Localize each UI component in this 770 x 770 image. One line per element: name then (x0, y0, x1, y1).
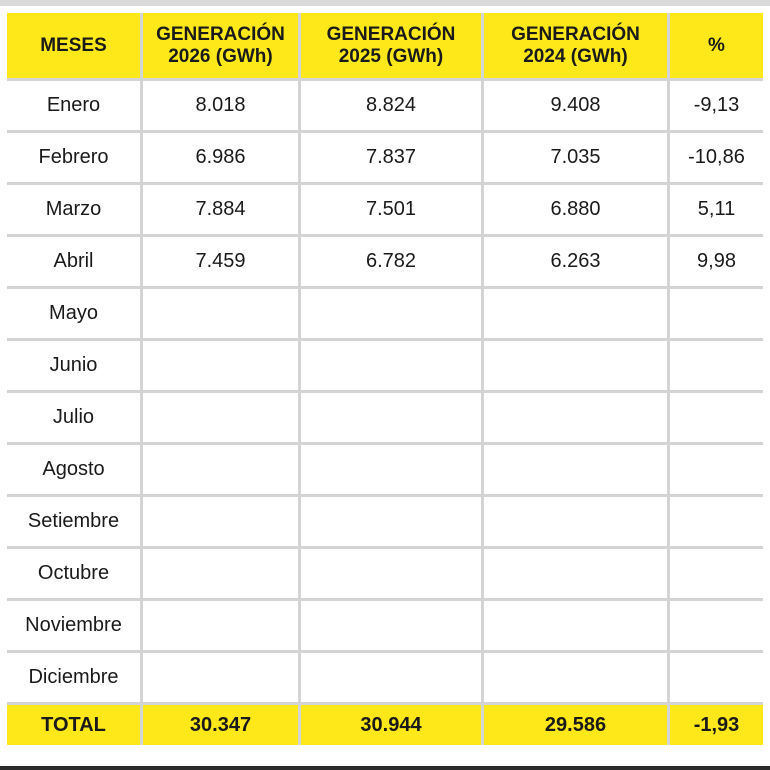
table-cell-gen-2026 (143, 341, 298, 390)
table-cell-gen-2026 (143, 549, 298, 598)
table-cell-gen-2025: 8.824 (301, 81, 481, 130)
table-cell-gen-2026: 7.884 (143, 185, 298, 234)
table-cell-gen-2024 (484, 445, 667, 494)
table-cell-gen-2026 (143, 289, 298, 338)
table-cell-gen-2024 (484, 653, 667, 702)
table-cell-gen-2025: 7.837 (301, 133, 481, 182)
table-cell-percent: -9,13 (670, 81, 763, 130)
table-cell-gen-2024 (484, 497, 667, 546)
header-generacion-2024: GENERACIÓN 2024 (GWh) (484, 13, 667, 78)
table-cell-month: Enero (7, 81, 140, 130)
bottom-rule (0, 766, 770, 770)
table-cell-percent (670, 341, 763, 390)
table-cell-percent (670, 601, 763, 650)
total-cell-gen-2026: 30.347 (143, 705, 298, 745)
table-cell-gen-2025 (301, 445, 481, 494)
total-cell-month: TOTAL (7, 705, 140, 745)
header-meses: MESES (7, 13, 140, 78)
header-generacion-2026: GENERACIÓN 2026 (GWh) (143, 13, 298, 78)
table-cell-gen-2026 (143, 601, 298, 650)
table-cell-percent (670, 653, 763, 702)
table-cell-gen-2026 (143, 393, 298, 442)
table-cell-percent: 5,11 (670, 185, 763, 234)
table-cell-gen-2025 (301, 497, 481, 546)
header-percent: % (670, 13, 763, 78)
table-cell-percent (670, 445, 763, 494)
table-cell-gen-2025 (301, 549, 481, 598)
table-cell-month: Diciembre (7, 653, 140, 702)
table-cell-month: Julio (7, 393, 140, 442)
table-cell-month: Mayo (7, 289, 140, 338)
table-cell-gen-2024: 7.035 (484, 133, 667, 182)
table-cell-gen-2026 (143, 497, 298, 546)
table-cell-month: Octubre (7, 549, 140, 598)
table-cell-gen-2024: 9.408 (484, 81, 667, 130)
table-cell-month: Febrero (7, 133, 140, 182)
table-cell-percent (670, 393, 763, 442)
table-cell-gen-2025 (301, 601, 481, 650)
header-generacion-2025: GENERACIÓN 2025 (GWh) (301, 13, 481, 78)
table-cell-gen-2026: 7.459 (143, 237, 298, 286)
table-cell-percent: -10,86 (670, 133, 763, 182)
table-cell-gen-2025 (301, 393, 481, 442)
table-cell-month: Junio (7, 341, 140, 390)
table-cell-gen-2026: 8.018 (143, 81, 298, 130)
total-cell-percent: -1,93 (670, 705, 763, 745)
table-cell-month: Abril (7, 237, 140, 286)
top-rule (0, 0, 770, 6)
table-cell-month: Agosto (7, 445, 140, 494)
table-cell-gen-2025 (301, 653, 481, 702)
table-cell-gen-2024: 6.263 (484, 237, 667, 286)
table-cell-gen-2024 (484, 393, 667, 442)
table-cell-gen-2024 (484, 341, 667, 390)
table-cell-month: Marzo (7, 185, 140, 234)
generation-table (7, 13, 763, 745)
table-cell-gen-2025: 7.501 (301, 185, 481, 234)
table-cell-gen-2026: 6.986 (143, 133, 298, 182)
total-cell-gen-2024: 29.586 (484, 705, 667, 745)
table-cell-percent (670, 497, 763, 546)
table-cell-gen-2026 (143, 653, 298, 702)
table-cell-percent: 9,98 (670, 237, 763, 286)
table-cell-gen-2025: 6.782 (301, 237, 481, 286)
table-cell-gen-2026 (143, 445, 298, 494)
table-cell-percent (670, 289, 763, 338)
table-cell-gen-2024 (484, 549, 667, 598)
table-cell-gen-2024 (484, 289, 667, 338)
table-cell-gen-2024 (484, 601, 667, 650)
table-cell-month: Noviembre (7, 601, 140, 650)
table-cell-gen-2025 (301, 289, 481, 338)
total-cell-gen-2025: 30.944 (301, 705, 481, 745)
table-cell-percent (670, 549, 763, 598)
table-cell-gen-2025 (301, 341, 481, 390)
table-cell-gen-2024: 6.880 (484, 185, 667, 234)
table-cell-month: Setiembre (7, 497, 140, 546)
